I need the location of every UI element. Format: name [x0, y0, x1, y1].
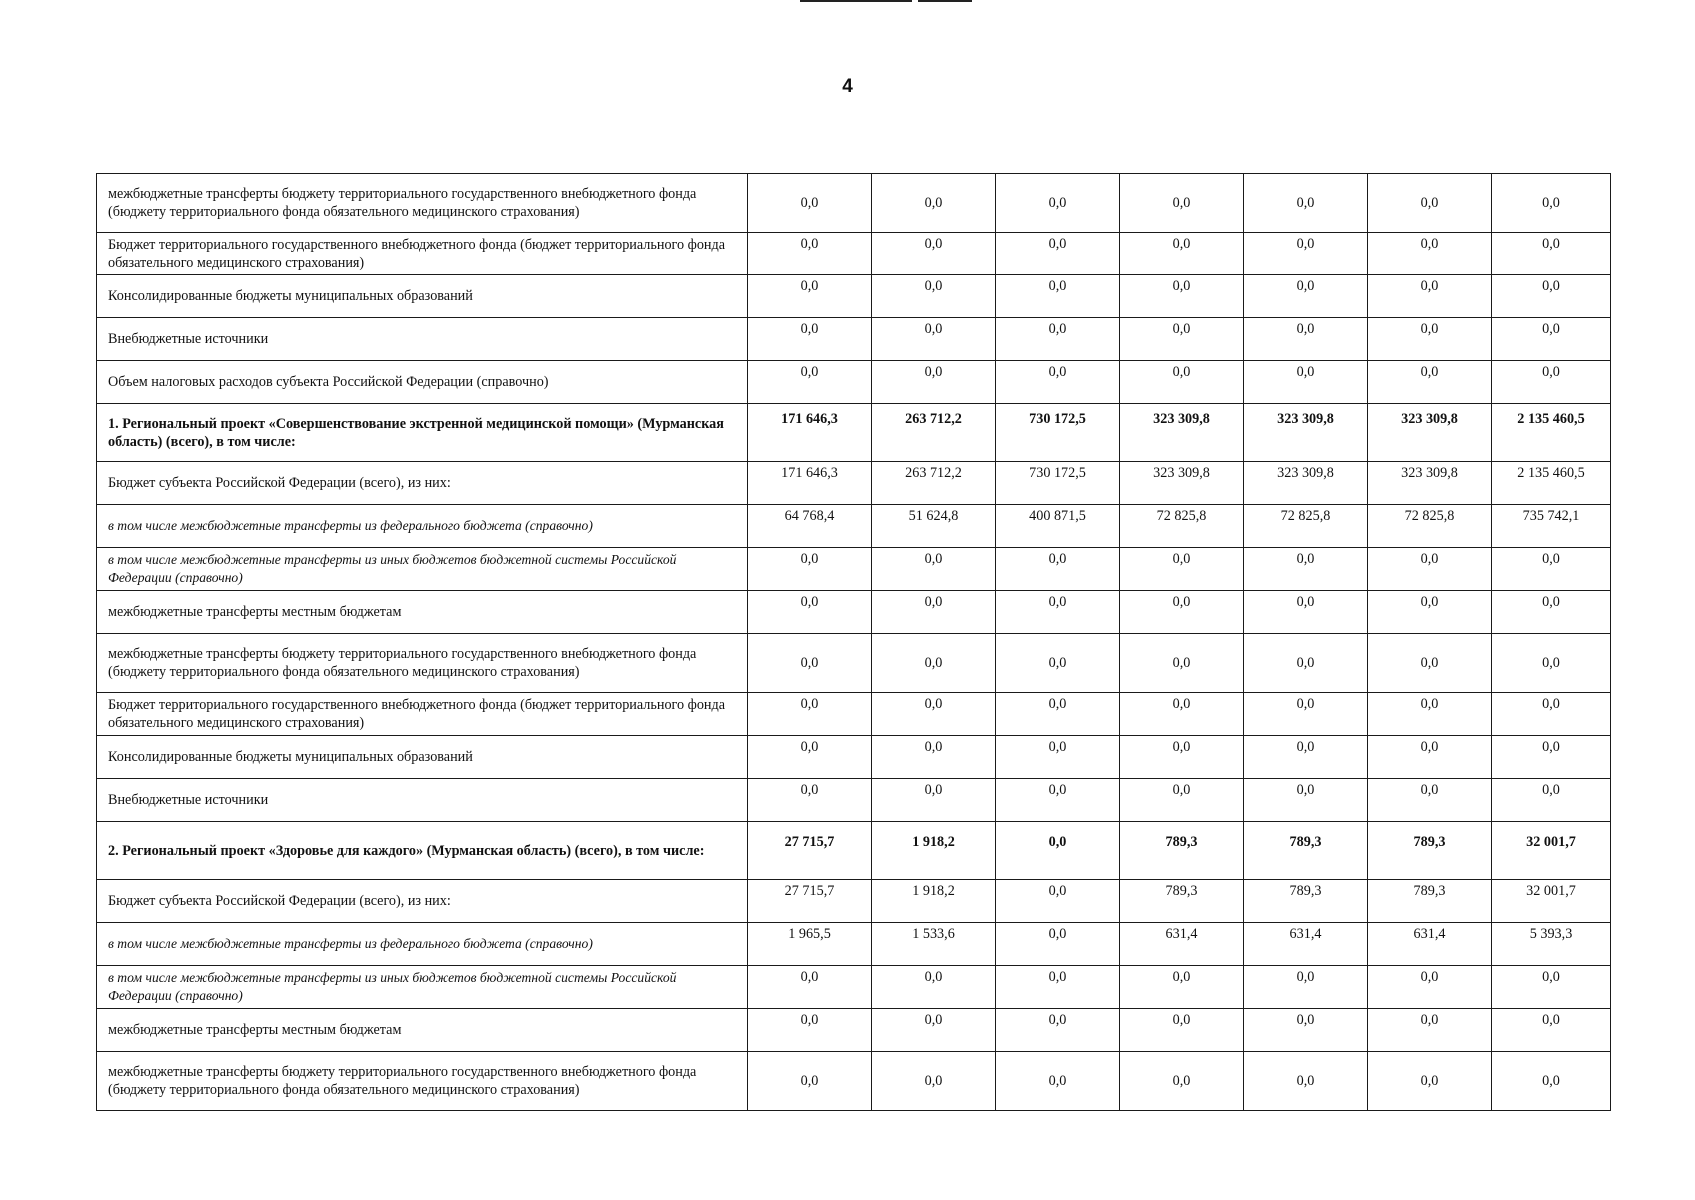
value-cell: 0,0	[1492, 591, 1611, 634]
value-cell: 0,0	[748, 693, 872, 736]
row-label: в том числе межбюджетные трансферты из федерального бюджета (справочно)	[97, 923, 748, 966]
value-cell: 323 309,8	[1368, 404, 1492, 462]
value-cell: 32 001,7	[1492, 822, 1611, 880]
row-label: Бюджет субъекта Российской Федерации (всего), из них:	[97, 880, 748, 923]
table-row	[97, 880, 1611, 923]
value-cell: 0,0	[1492, 779, 1611, 822]
value-cell: 171 646,3	[748, 462, 872, 505]
value-cell: 72 825,8	[1120, 505, 1244, 548]
value-cell: 1 965,5	[748, 923, 872, 966]
table-row	[97, 462, 1611, 505]
row-label: межбюджетные трансферты местным бюджетам	[97, 591, 748, 634]
value-cell: 789,3	[1368, 880, 1492, 923]
row-label: 2. Региональный проект «Здоровье для каждого» (Мурманская область) (всего), в том числе:	[97, 822, 748, 880]
value-cell: 0,0	[1244, 548, 1368, 591]
value-cell: 0,0	[748, 174, 872, 233]
value-cell: 0,0	[1368, 1009, 1492, 1052]
value-cell: 0,0	[1244, 1052, 1368, 1111]
value-cell: 72 825,8	[1244, 505, 1368, 548]
row-label: межбюджетные трансферты местным бюджетам	[97, 1009, 748, 1052]
value-cell: 0,0	[996, 736, 1120, 779]
value-cell: 0,0	[748, 275, 872, 318]
value-cell: 0,0	[748, 736, 872, 779]
value-cell: 0,0	[1368, 275, 1492, 318]
value-cell: 0,0	[748, 548, 872, 591]
value-cell: 0,0	[748, 966, 872, 1009]
value-cell: 0,0	[1120, 634, 1244, 693]
value-cell: 0,0	[748, 591, 872, 634]
value-cell: 1 918,2	[872, 822, 996, 880]
value-cell: 0,0	[1244, 174, 1368, 233]
table-row	[97, 318, 1611, 361]
value-cell: 0,0	[1492, 318, 1611, 361]
table-row	[97, 1052, 1611, 1111]
value-cell: 0,0	[996, 361, 1120, 404]
value-cell: 0,0	[996, 822, 1120, 880]
value-cell: 323 309,8	[1244, 462, 1368, 505]
value-cell: 323 309,8	[1120, 462, 1244, 505]
value-cell: 0,0	[872, 1009, 996, 1052]
value-cell: 0,0	[1244, 275, 1368, 318]
value-cell: 0,0	[872, 233, 996, 275]
table-row	[97, 233, 1611, 275]
value-cell: 0,0	[872, 966, 996, 1009]
value-cell: 0,0	[1492, 634, 1611, 693]
value-cell: 0,0	[996, 1052, 1120, 1111]
value-cell: 0,0	[1492, 275, 1611, 318]
value-cell: 2 135 460,5	[1492, 404, 1611, 462]
table-row	[97, 736, 1611, 779]
value-cell: 1 918,2	[872, 880, 996, 923]
row-label: Бюджет субъекта Российской Федерации (всего), из них:	[97, 462, 748, 505]
value-cell: 0,0	[1368, 548, 1492, 591]
value-cell: 0,0	[1368, 361, 1492, 404]
value-cell: 0,0	[872, 1052, 996, 1111]
value-cell: 0,0	[1244, 736, 1368, 779]
value-cell: 0,0	[748, 1009, 872, 1052]
value-cell: 72 825,8	[1368, 505, 1492, 548]
value-cell: 789,3	[1244, 880, 1368, 923]
value-cell: 0,0	[1492, 966, 1611, 1009]
value-cell: 0,0	[996, 634, 1120, 693]
value-cell: 0,0	[1492, 1009, 1611, 1052]
value-cell: 0,0	[996, 779, 1120, 822]
value-cell: 0,0	[1120, 361, 1244, 404]
value-cell: 0,0	[1120, 318, 1244, 361]
value-cell: 323 309,8	[1120, 404, 1244, 462]
value-cell: 0,0	[1120, 548, 1244, 591]
value-cell: 0,0	[1244, 1009, 1368, 1052]
value-cell: 0,0	[748, 634, 872, 693]
value-cell: 0,0	[1368, 174, 1492, 233]
value-cell: 0,0	[748, 361, 872, 404]
value-cell: 0,0	[1120, 736, 1244, 779]
row-label: межбюджетные трансферты бюджету территориального государственного внебюджетного фонда (бюджету территориального фонда обязательного медицинского страхования)	[97, 1052, 748, 1111]
value-cell: 0,0	[1368, 1052, 1492, 1111]
page-number: 4	[842, 76, 853, 97]
value-cell: 0,0	[748, 233, 872, 275]
table-row	[97, 548, 1611, 591]
value-cell: 0,0	[996, 233, 1120, 275]
value-cell: 32 001,7	[1492, 880, 1611, 923]
table-row	[97, 822, 1611, 880]
value-cell: 51 624,8	[872, 505, 996, 548]
value-cell: 0,0	[1120, 275, 1244, 318]
value-cell: 0,0	[872, 736, 996, 779]
value-cell: 0,0	[996, 318, 1120, 361]
value-cell: 263 712,2	[872, 404, 996, 462]
value-cell: 0,0	[1492, 736, 1611, 779]
value-cell: 0,0	[872, 318, 996, 361]
row-label: Внебюджетные источники	[97, 318, 748, 361]
value-cell: 0,0	[1120, 591, 1244, 634]
value-cell: 0,0	[1120, 966, 1244, 1009]
value-cell: 0,0	[1492, 233, 1611, 275]
value-cell: 0,0	[1120, 174, 1244, 233]
value-cell: 789,3	[1368, 822, 1492, 880]
value-cell: 0,0	[872, 174, 996, 233]
table-row	[97, 1009, 1611, 1052]
value-cell: 1 533,6	[872, 923, 996, 966]
value-cell: 263 712,2	[872, 462, 996, 505]
table-row	[97, 275, 1611, 318]
value-cell: 789,3	[1120, 822, 1244, 880]
row-label: в том числе межбюджетные трансферты из федерального бюджета (справочно)	[97, 505, 748, 548]
value-cell: 631,4	[1368, 923, 1492, 966]
value-cell: 0,0	[996, 880, 1120, 923]
value-cell: 0,0	[1368, 318, 1492, 361]
value-cell: 5 393,3	[1492, 923, 1611, 966]
value-cell: 0,0	[872, 634, 996, 693]
budget-table	[96, 173, 1611, 1111]
value-cell: 631,4	[1244, 923, 1368, 966]
value-cell: 323 309,8	[1244, 404, 1368, 462]
value-cell: 0,0	[996, 591, 1120, 634]
row-label: Консолидированные бюджеты муниципальных образований	[97, 275, 748, 318]
value-cell: 0,0	[1244, 966, 1368, 1009]
table-row	[97, 361, 1611, 404]
value-cell: 0,0	[1368, 966, 1492, 1009]
value-cell: 0,0	[1120, 779, 1244, 822]
row-label: Объем налоговых расходов субъекта Российской Федерации (справочно)	[97, 361, 748, 404]
value-cell: 789,3	[1120, 880, 1244, 923]
table-row	[97, 634, 1611, 693]
value-cell: 0,0	[1120, 233, 1244, 275]
value-cell: 0,0	[1120, 693, 1244, 736]
value-cell: 171 646,3	[748, 404, 872, 462]
value-cell: 0,0	[748, 1052, 872, 1111]
value-cell: 0,0	[1120, 1052, 1244, 1111]
value-cell: 0,0	[1244, 693, 1368, 736]
row-label: межбюджетные трансферты бюджету территориального государственного внебюджетного фонда (бюджету территориального фонда обязательного медицинского страхования)	[97, 174, 748, 233]
value-cell: 2 135 460,5	[1492, 462, 1611, 505]
table-row	[97, 966, 1611, 1009]
value-cell: 27 715,7	[748, 822, 872, 880]
value-cell: 0,0	[1244, 779, 1368, 822]
row-label: в том числе межбюджетные трансферты из иных бюджетов бюджетной системы Российской Федерации (справочно)	[97, 966, 748, 1009]
row-label: Бюджет территориального государственного внебюджетного фонда (бюджет территориального фонда обязательного медицинского страхования)	[97, 233, 748, 275]
value-cell: 789,3	[1244, 822, 1368, 880]
value-cell: 0,0	[996, 966, 1120, 1009]
row-label: Консолидированные бюджеты муниципальных образований	[97, 736, 748, 779]
value-cell: 0,0	[1492, 693, 1611, 736]
table-row	[97, 174, 1611, 233]
value-cell: 730 172,5	[996, 404, 1120, 462]
table-row	[97, 505, 1611, 548]
value-cell: 0,0	[996, 174, 1120, 233]
value-cell: 27 715,7	[748, 880, 872, 923]
table-row	[97, 404, 1611, 462]
value-cell: 0,0	[996, 275, 1120, 318]
value-cell: 0,0	[996, 1009, 1120, 1052]
value-cell: 0,0	[996, 548, 1120, 591]
top-rule-left	[800, 0, 912, 2]
row-label: 1. Региональный проект «Совершенствование экстренной медицинской помощи» (Мурманская область) (всего), в том числе:	[97, 404, 748, 462]
value-cell: 0,0	[996, 693, 1120, 736]
value-cell: 400 871,5	[996, 505, 1120, 548]
value-cell: 0,0	[1244, 318, 1368, 361]
row-label: в том числе межбюджетные трансферты из иных бюджетов бюджетной системы Российской Федерации (справочно)	[97, 548, 748, 591]
value-cell: 0,0	[1368, 233, 1492, 275]
value-cell: 0,0	[872, 548, 996, 591]
value-cell: 0,0	[1368, 779, 1492, 822]
value-cell: 0,0	[1492, 174, 1611, 233]
table-row	[97, 779, 1611, 822]
value-cell: 0,0	[1368, 736, 1492, 779]
value-cell: 0,0	[1492, 361, 1611, 404]
value-cell: 631,4	[1120, 923, 1244, 966]
value-cell: 0,0	[1244, 634, 1368, 693]
value-cell: 0,0	[872, 275, 996, 318]
value-cell: 323 309,8	[1368, 462, 1492, 505]
table-row	[97, 693, 1611, 736]
value-cell: 64 768,4	[748, 505, 872, 548]
value-cell: 0,0	[1244, 233, 1368, 275]
value-cell: 0,0	[996, 923, 1120, 966]
value-cell: 0,0	[1368, 634, 1492, 693]
value-cell: 0,0	[872, 779, 996, 822]
row-label: Внебюджетные источники	[97, 779, 748, 822]
value-cell: 0,0	[1368, 591, 1492, 634]
value-cell: 0,0	[1244, 361, 1368, 404]
value-cell: 0,0	[748, 318, 872, 361]
value-cell: 735 742,1	[1492, 505, 1611, 548]
row-label: Бюджет территориального государственного внебюджетного фонда (бюджет территориального фонда обязательного медицинского страхования)	[97, 693, 748, 736]
value-cell: 0,0	[748, 779, 872, 822]
value-cell: 0,0	[872, 591, 996, 634]
value-cell: 0,0	[1492, 1052, 1611, 1111]
table-row	[97, 591, 1611, 634]
table-row	[97, 923, 1611, 966]
value-cell: 0,0	[872, 693, 996, 736]
value-cell: 0,0	[1368, 693, 1492, 736]
value-cell: 0,0	[872, 361, 996, 404]
value-cell: 0,0	[1244, 591, 1368, 634]
row-label: межбюджетные трансферты бюджету территориального государственного внебюджетного фонда (бюджету территориального фонда обязательного медицинского страхования)	[97, 634, 748, 693]
value-cell: 0,0	[1492, 548, 1611, 591]
value-cell: 0,0	[1120, 1009, 1244, 1052]
value-cell: 730 172,5	[996, 462, 1120, 505]
top-rule-right	[918, 0, 972, 2]
